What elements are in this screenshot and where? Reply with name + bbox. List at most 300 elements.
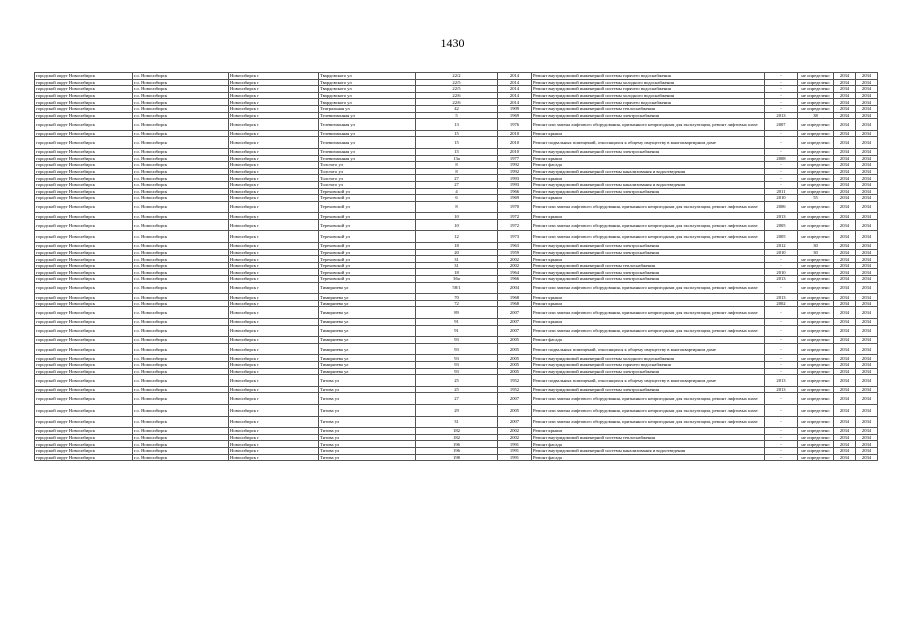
wear-cell: 55: [798, 195, 834, 202]
locality-cell: Новосибирск г: [229, 386, 319, 393]
street-cell: Телевизионная ул: [319, 148, 416, 155]
district-cell: г.о. Новосибирск: [133, 428, 229, 435]
table-row: [35, 434, 878, 441]
work-type-cell: Ремонт внутридомовой инженерной системы электроснабжения: [532, 368, 765, 375]
locality-cell: Новосибирск г: [229, 368, 319, 375]
district-cell: г.о. Новосибирск: [133, 256, 229, 263]
district-cell: г.о. Новосибирск: [133, 361, 229, 368]
last-repair-year-cell: 2007: [765, 119, 798, 131]
work-type-cell: Ремонт подвальных помещений, относящихся к общему имуществу в многоквартирном доме: [532, 375, 765, 387]
locality-cell: Новосибирск г: [229, 105, 319, 112]
plan-start-cell: 2034: [834, 155, 856, 162]
build-year-cell: 2007: [498, 325, 532, 337]
build-year-cell: 1972: [498, 213, 532, 220]
street-cell: Титова ул: [319, 404, 416, 416]
street-cell: Тимирязева ул: [319, 325, 416, 337]
plan-end-cell: 2034: [856, 337, 878, 344]
work-type-cell: Ремонт внутридомовой инженерной системы электроснабжения: [532, 148, 765, 155]
plan-start-cell: 2034: [834, 130, 856, 137]
build-year-cell: 2014: [498, 86, 532, 93]
house-number-cell: 31: [416, 262, 498, 269]
district-cell: г.о. Новосибирск: [133, 343, 229, 355]
street-cell: Титова ул: [319, 375, 416, 387]
work-type-cell: Ремонт внутридомовой инженерной системы канализования и водоотведения: [532, 447, 765, 454]
table-row: [35, 188, 878, 195]
wear-cell: не определено: [798, 148, 834, 155]
municipality-cell: городской округ Новосибирск: [35, 325, 133, 337]
street-cell: Твардовского ул: [319, 99, 416, 106]
wear-cell: не определено: [798, 300, 834, 307]
municipality-cell: городской округ Новосибирск: [35, 404, 133, 416]
plan-end-cell: 2034: [856, 213, 878, 220]
street-cell: Тереховской ул: [319, 249, 416, 256]
municipality-cell: городской округ Новосибирск: [35, 393, 133, 405]
municipality-cell: городской округ Новосибирск: [35, 168, 133, 175]
work-type-cell: Ремонт фасада: [532, 441, 765, 448]
wear-cell: не определено: [798, 231, 834, 243]
street-cell: Тереховской ул: [319, 219, 416, 231]
plan-start-cell: 2034: [834, 137, 856, 149]
table-row: [35, 300, 878, 307]
locality-cell: Новосибирск г: [229, 319, 319, 326]
locality-cell: Новосибирск г: [229, 454, 319, 461]
district-cell: г.о. Новосибирск: [133, 119, 229, 131]
work-type-cell: Ремонт или замена лифтового оборудования, признанного непригодным для эксплуатации, ремонт лифтовых шахт: [532, 404, 765, 416]
table-row: [35, 282, 878, 294]
last-repair-year-cell: -: [765, 282, 798, 294]
build-year-cell: 2005: [498, 361, 532, 368]
last-repair-year-cell: 2010: [765, 195, 798, 202]
work-type-cell: Ремонт или замена лифтового оборудования, признанного непригодным для эксплуатации, ремонт лифтовых шахт: [532, 416, 765, 428]
municipality-cell: городской округ Новосибирск: [35, 294, 133, 301]
locality-cell: Новосибирск г: [229, 79, 319, 86]
municipality-cell: городской округ Новосибирск: [35, 195, 133, 202]
plan-end-cell: 2034: [856, 73, 878, 80]
plan-end-cell: 2034: [856, 262, 878, 269]
house-number-cell: 20: [416, 249, 498, 256]
table-row: [35, 148, 878, 155]
locality-cell: Новосибирск г: [229, 355, 319, 362]
street-cell: Тереховской ул: [319, 243, 416, 250]
street-cell: Тимирязева ул: [319, 355, 416, 362]
table-row: [35, 99, 878, 106]
build-year-cell: 1968: [498, 300, 532, 307]
plan-start-cell: 2034: [834, 294, 856, 301]
wear-cell: не определено: [798, 201, 834, 213]
house-number-cell: 27: [416, 181, 498, 188]
work-type-cell: Ремонт крыши: [532, 256, 765, 263]
wear-cell: не определено: [798, 256, 834, 263]
last-repair-year-cell: -: [765, 416, 798, 428]
plan-start-cell: 2034: [834, 343, 856, 355]
district-cell: г.о. Новосибирск: [133, 386, 229, 393]
house-number-cell: 15: [416, 130, 498, 137]
district-cell: г.о. Новосибирск: [133, 86, 229, 93]
district-cell: г.о. Новосибирск: [133, 393, 229, 405]
municipality-cell: городской округ Новосибирск: [35, 416, 133, 428]
house-number-cell: 31: [416, 416, 498, 428]
street-cell: Тереховской ул: [319, 256, 416, 263]
work-type-cell: Ремонт внутридомовой инженерной системы электроснабжения: [532, 269, 765, 276]
street-cell: Тимирязева ул: [319, 300, 416, 307]
municipality-cell: городской округ Новосибирск: [35, 386, 133, 393]
plan-end-cell: 2034: [856, 386, 878, 393]
municipality-cell: городской округ Новосибирск: [35, 319, 133, 326]
last-repair-year-cell: 2008: [765, 155, 798, 162]
plan-end-cell: 2034: [856, 201, 878, 213]
locality-cell: Новосибирск г: [229, 294, 319, 301]
municipality-cell: городской округ Новосибирск: [35, 188, 133, 195]
build-year-cell: 2002: [498, 256, 532, 263]
wear-cell: не определено: [798, 343, 834, 355]
plan-end-cell: 2034: [856, 343, 878, 355]
plan-end-cell: 2034: [856, 168, 878, 175]
build-year-cell: 2005: [498, 404, 532, 416]
plan-end-cell: 2034: [856, 307, 878, 319]
locality-cell: Новосибирск г: [229, 434, 319, 441]
build-year-cell: 2005: [498, 368, 532, 375]
house-number-cell: 58/1: [416, 282, 498, 294]
plan-start-cell: 2034: [834, 181, 856, 188]
work-type-cell: Ремонт внутридомовой инженерной системы канализования и водоотведения: [532, 168, 765, 175]
wear-cell: не определено: [798, 447, 834, 454]
municipality-cell: городской округ Новосибирск: [35, 355, 133, 362]
house-number-cell: 29: [416, 404, 498, 416]
last-repair-year-cell: -: [765, 393, 798, 405]
district-cell: г.о. Новосибирск: [133, 276, 229, 283]
house-number-cell: 15: [416, 148, 498, 155]
house-number-cell: 70: [416, 294, 498, 301]
plan-start-cell: 2034: [834, 92, 856, 99]
build-year-cell: 1970: [498, 201, 532, 213]
locality-cell: Новосибирск г: [229, 181, 319, 188]
plan-start-cell: 2034: [834, 337, 856, 344]
wear-cell: не определено: [798, 276, 834, 283]
wear-cell: не определено: [798, 86, 834, 93]
locality-cell: Новосибирск г: [229, 416, 319, 428]
table-row: [35, 79, 878, 86]
work-type-cell: Ремонт внутридомовой инженерной системы горячего водоснабжения: [532, 99, 765, 106]
plan-start-cell: 2034: [834, 262, 856, 269]
street-cell: Твардовского ул: [319, 73, 416, 80]
plan-start-cell: 2034: [834, 162, 856, 169]
work-type-cell: Ремонт фасада: [532, 337, 765, 344]
municipality-cell: городской округ Новосибирск: [35, 282, 133, 294]
last-repair-year-cell: 2013: [765, 276, 798, 283]
house-number-cell: 93: [416, 343, 498, 355]
plan-end-cell: 2034: [856, 243, 878, 250]
plan-start-cell: 2034: [834, 231, 856, 243]
build-year-cell: 2007: [498, 416, 532, 428]
work-type-cell: Ремонт крыши: [532, 300, 765, 307]
last-repair-year-cell: 2013: [765, 112, 798, 119]
plan-start-cell: 2034: [834, 201, 856, 213]
last-repair-year-cell: 2006: [765, 201, 798, 213]
last-repair-year-cell: -: [765, 441, 798, 448]
work-type-cell: Ремонт внутридомовой инженерной системы холодного водоснабжения: [532, 92, 765, 99]
last-repair-year-cell: -: [765, 148, 798, 155]
plan-end-cell: 2034: [856, 112, 878, 119]
plan-end-cell: 2034: [856, 219, 878, 231]
build-year-cell: 1991: [498, 454, 532, 461]
build-year-cell: 1964: [498, 269, 532, 276]
plan-start-cell: 2034: [834, 307, 856, 319]
build-year-cell: 1976: [498, 119, 532, 131]
plan-start-cell: 2034: [834, 404, 856, 416]
district-cell: г.о. Новосибирск: [133, 249, 229, 256]
municipality-cell: городской округ Новосибирск: [35, 262, 133, 269]
house-number-cell: 72: [416, 300, 498, 307]
municipality-cell: городской округ Новосибирск: [35, 181, 133, 188]
street-cell: Телевизионная ул: [319, 119, 416, 131]
table-row: [35, 86, 878, 93]
wear-cell: не определено: [798, 386, 834, 393]
street-cell: Титова ул: [319, 441, 416, 448]
build-year-cell: 2010: [498, 148, 532, 155]
street-cell: Тимирязева ул: [319, 294, 416, 301]
locality-cell: Новосибирск г: [229, 256, 319, 263]
house-number-cell: 10: [416, 213, 498, 220]
work-type-cell: Ремонт или замена лифтового оборудования, признанного непригодным для эксплуатации, ремонт лифтовых шахт: [532, 282, 765, 294]
street-cell: Тимирязева ул: [319, 307, 416, 319]
district-cell: г.о. Новосибирск: [133, 294, 229, 301]
last-repair-year-cell: -: [765, 447, 798, 454]
plan-end-cell: 2034: [856, 155, 878, 162]
district-cell: г.о. Новосибирск: [133, 307, 229, 319]
last-repair-year-cell: -: [765, 99, 798, 106]
plan-end-cell: 2034: [856, 294, 878, 301]
house-number-cell: 18: [416, 269, 498, 276]
work-type-cell: Ремонт или замена лифтового оборудования, признанного непригодным для эксплуатации, ремонт лифтовых шахт: [532, 219, 765, 231]
work-type-cell: Ремонт подвальных помещений, относящихся к общему имуществу в многоквартирном доме: [532, 137, 765, 149]
work-type-cell: Ремонт внутридомовой инженерной системы теплоснабжения: [532, 434, 765, 441]
district-cell: г.о. Новосибирск: [133, 404, 229, 416]
work-type-cell: Ремонт внутридомовой инженерной системы электроснабжения: [532, 386, 765, 393]
locality-cell: Новосибирск г: [229, 168, 319, 175]
work-type-cell: Ремонт внутридомовой инженерной системы электроснабжения: [532, 249, 765, 256]
last-repair-year-cell: -: [765, 428, 798, 435]
street-cell: Тимирязева ул: [319, 343, 416, 355]
wear-cell: не определено: [798, 175, 834, 182]
street-cell: Тимирязева ул: [319, 368, 416, 375]
house-number-cell: 25: [416, 386, 498, 393]
plan-start-cell: 2034: [834, 454, 856, 461]
work-type-cell: Ремонт внутридомовой инженерной системы теплоснабжения: [532, 105, 765, 112]
table-row: [35, 249, 878, 256]
last-repair-year-cell: 2011: [765, 188, 798, 195]
locality-cell: Новосибирск г: [229, 282, 319, 294]
plan-end-cell: 2034: [856, 393, 878, 405]
house-number-cell: 8: [416, 162, 498, 169]
house-number-cell: 93: [416, 361, 498, 368]
work-type-cell: Ремонт или замена лифтового оборудования, признанного непригодным для эксплуатации, ремонт лифтовых шахт: [532, 325, 765, 337]
street-cell: Толстого ул: [319, 181, 416, 188]
municipality-cell: городской округ Новосибирск: [35, 79, 133, 86]
last-repair-year-cell: 2005: [765, 219, 798, 231]
work-type-cell: Ремонт внутридомовой инженерной системы электроснабжения: [532, 188, 765, 195]
house-number-cell: 182: [416, 428, 498, 435]
municipality-cell: городской округ Новосибирск: [35, 276, 133, 283]
plan-start-cell: 2034: [834, 213, 856, 220]
work-type-cell: Ремонт или замена лифтового оборудования, признанного непригодным для эксплуатации, ремонт лифтовых шахт: [532, 393, 765, 405]
table-row: [35, 195, 878, 202]
wear-cell: не определено: [798, 99, 834, 106]
plan-end-cell: 2034: [856, 416, 878, 428]
table-row: [35, 181, 878, 188]
district-cell: г.о. Новосибирск: [133, 130, 229, 137]
municipality-cell: городской округ Новосибирск: [35, 201, 133, 213]
district-cell: г.о. Новосибирск: [133, 319, 229, 326]
district-cell: г.о. Новосибирск: [133, 162, 229, 169]
build-year-cell: 1966: [498, 276, 532, 283]
locality-cell: Новосибирск г: [229, 73, 319, 80]
street-cell: Тереховской ул: [319, 231, 416, 243]
house-number-cell: 198: [416, 454, 498, 461]
table-row: [35, 294, 878, 301]
district-cell: г.о. Новосибирск: [133, 137, 229, 149]
house-number-cell: 12: [416, 231, 498, 243]
district-cell: г.о. Новосибирск: [133, 434, 229, 441]
plan-start-cell: 2034: [834, 249, 856, 256]
plan-end-cell: 2034: [856, 282, 878, 294]
locality-cell: Новосибирск г: [229, 243, 319, 250]
build-year-cell: 2014: [498, 92, 532, 99]
build-year-cell: 1991: [498, 441, 532, 448]
street-cell: Тереховской ул: [319, 201, 416, 213]
house-number-cell: 18: [416, 243, 498, 250]
work-type-cell: Ремонт внутридомовой инженерной системы электроснабжения: [532, 112, 765, 119]
wear-cell: не определено: [798, 188, 834, 195]
build-year-cell: 2002: [498, 262, 532, 269]
table-row: [35, 269, 878, 276]
table-row: [35, 454, 878, 461]
wear-cell: не определено: [798, 130, 834, 137]
last-repair-year-cell: -: [765, 361, 798, 368]
house-number-cell: 25: [416, 375, 498, 387]
plan-end-cell: 2034: [856, 231, 878, 243]
municipality-cell: городской округ Новосибирск: [35, 256, 133, 263]
plan-end-cell: 2034: [856, 447, 878, 454]
build-year-cell: 2010: [498, 137, 532, 149]
locality-cell: Новосибирск г: [229, 231, 319, 243]
district-cell: г.о. Новосибирск: [133, 337, 229, 344]
plan-start-cell: 2034: [834, 243, 856, 250]
plan-start-cell: 2034: [834, 368, 856, 375]
last-repair-year-cell: -: [765, 105, 798, 112]
district-cell: г.о. Новосибирск: [133, 201, 229, 213]
district-cell: г.о. Новосибирск: [133, 300, 229, 307]
table-row: [35, 416, 878, 428]
plan-end-cell: 2034: [856, 434, 878, 441]
last-repair-year-cell: -: [765, 92, 798, 99]
street-cell: Телевизионная ул: [319, 112, 416, 119]
last-repair-year-cell: -: [765, 368, 798, 375]
plan-start-cell: 2034: [834, 105, 856, 112]
house-number-cell: 22/5: [416, 86, 498, 93]
build-year-cell: 2007: [498, 319, 532, 326]
plan-start-cell: 2034: [834, 219, 856, 231]
capital-repair-table: [34, 72, 878, 461]
build-year-cell: 2002: [498, 428, 532, 435]
build-year-cell: 1969: [498, 112, 532, 119]
plan-start-cell: 2034: [834, 319, 856, 326]
district-cell: г.о. Новосибирск: [133, 269, 229, 276]
plan-start-cell: 2034: [834, 175, 856, 182]
plan-start-cell: 2034: [834, 256, 856, 263]
table-row: [35, 337, 878, 344]
plan-end-cell: 2034: [856, 249, 878, 256]
last-repair-year-cell: -: [765, 325, 798, 337]
street-cell: Тереховской ул: [319, 276, 416, 283]
wear-cell: не определено: [798, 181, 834, 188]
district-cell: г.о. Новосибирск: [133, 99, 229, 106]
district-cell: г.о. Новосибирск: [133, 282, 229, 294]
locality-cell: Новосибирск г: [229, 119, 319, 131]
build-year-cell: 2014: [498, 73, 532, 80]
plan-end-cell: 2034: [856, 361, 878, 368]
table-row: [35, 262, 878, 269]
last-repair-year-cell: -: [765, 79, 798, 86]
plan-end-cell: 2034: [856, 92, 878, 99]
plan-end-cell: 2034: [856, 355, 878, 362]
plan-end-cell: 2034: [856, 130, 878, 137]
locality-cell: Новосибирск г: [229, 188, 319, 195]
street-cell: Толстого ул: [319, 162, 416, 169]
table-row: [35, 231, 878, 243]
municipality-cell: городской округ Новосибирск: [35, 447, 133, 454]
wear-cell: не определено: [798, 262, 834, 269]
table-row: [35, 393, 878, 405]
district-cell: г.о. Новосибирск: [133, 73, 229, 80]
street-cell: Твардовского ул: [319, 92, 416, 99]
wear-cell: не определено: [798, 434, 834, 441]
build-year-cell: 1973: [498, 231, 532, 243]
district-cell: г.о. Новосибирск: [133, 243, 229, 250]
plan-start-cell: 2034: [834, 434, 856, 441]
last-repair-year-cell: -: [765, 454, 798, 461]
last-repair-year-cell: -: [765, 130, 798, 137]
work-type-cell: Ремонт или замена лифтового оборудования, признанного непригодным для эксплуатации, ремонт лифтовых шахт: [532, 119, 765, 131]
locality-cell: Новосибирск г: [229, 441, 319, 448]
locality-cell: Новосибирск г: [229, 343, 319, 355]
locality-cell: Новосибирск г: [229, 137, 319, 149]
district-cell: г.о. Новосибирск: [133, 447, 229, 454]
locality-cell: Новосибирск г: [229, 300, 319, 307]
work-type-cell: Ремонт внутридомовой инженерной системы электроснабжения: [532, 276, 765, 283]
table-row: [35, 428, 878, 435]
last-repair-year-cell: -: [765, 319, 798, 326]
table-row: [35, 404, 878, 416]
last-repair-year-cell: 2012: [765, 243, 798, 250]
district-cell: г.о. Новосибирск: [133, 112, 229, 119]
table-row: [35, 276, 878, 283]
plan-end-cell: 2034: [856, 195, 878, 202]
wear-cell: не определено: [798, 428, 834, 435]
last-repair-year-cell: -: [765, 355, 798, 362]
house-number-cell: 22/6: [416, 92, 498, 99]
wear-cell: не определено: [798, 319, 834, 326]
wear-cell: 30: [798, 243, 834, 250]
street-cell: Титова ул: [319, 416, 416, 428]
last-repair-year-cell: -: [765, 343, 798, 355]
municipality-cell: городской округ Новосибирск: [35, 155, 133, 162]
last-repair-year-cell: 2013: [765, 375, 798, 387]
plan-end-cell: 2034: [856, 162, 878, 169]
locality-cell: Новосибирск г: [229, 428, 319, 435]
municipality-cell: городской округ Новосибирск: [35, 175, 133, 182]
build-year-cell: 2007: [498, 393, 532, 405]
street-cell: Титова ул: [319, 447, 416, 454]
